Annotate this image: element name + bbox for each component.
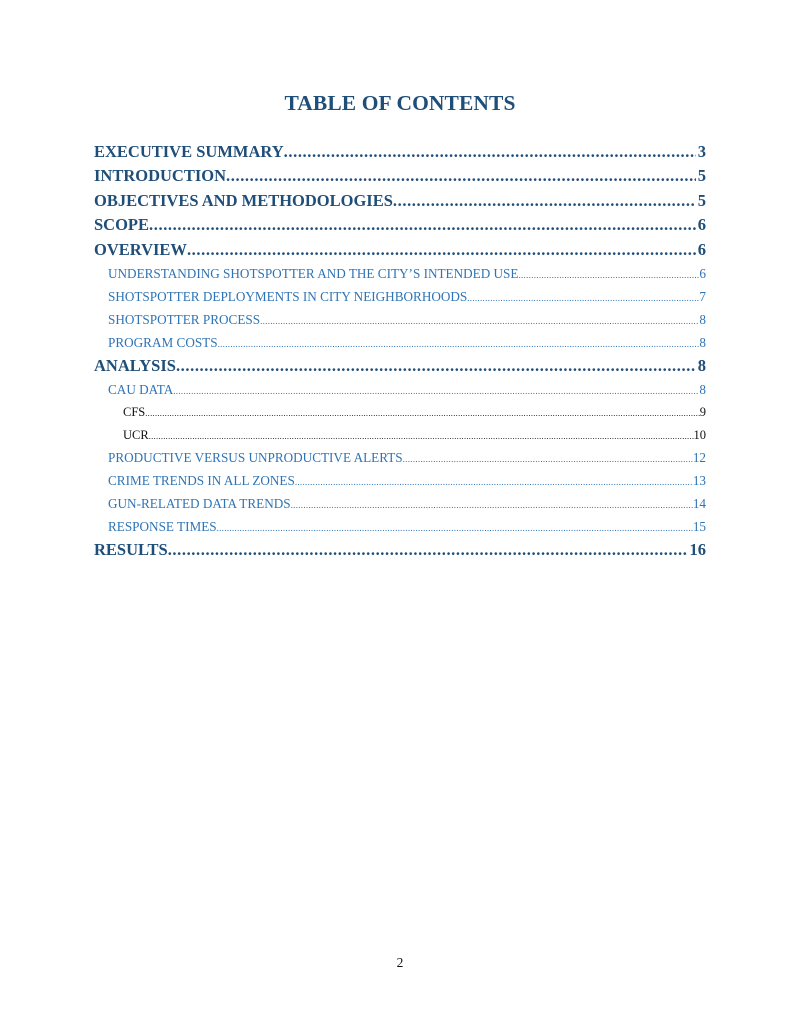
toc-entry-page: 8 <box>699 334 706 350</box>
toc-entry-objectives-and-methodologies[interactable] <box>94 189 706 213</box>
toc-entry-page: 6 <box>699 265 706 281</box>
toc-entry-page: 5 <box>697 166 706 186</box>
toc-entry-title: SHOTSPOTTER DEPLOYMENTS IN CITY NEIGHBORHOODS <box>108 288 468 304</box>
toc-entry-title: UNDERSTANDING SHOTSPOTTER AND THE CITY’S INTENDED USE <box>108 265 519 281</box>
toc-entry-title: GUN-RELATED DATA TRENDS <box>108 496 291 512</box>
toc-entry-page: 12 <box>692 450 706 466</box>
dot-leader <box>260 310 699 331</box>
toc-entry-page: 10 <box>693 427 706 442</box>
toc-entry-crime-trends[interactable] <box>108 469 706 492</box>
toc-entry-shotspotter-process[interactable] <box>108 308 706 331</box>
toc-entry-cfs[interactable] <box>123 401 706 424</box>
toc-entry-shotspotter-deployments[interactable] <box>108 285 706 308</box>
toc-entry-title: RESULTS <box>94 540 168 560</box>
table-of-contents <box>94 140 706 563</box>
dot-leader <box>176 354 696 378</box>
toc-entry-title: INTRODUCTION <box>94 166 227 186</box>
dot-leader <box>168 538 688 562</box>
toc-entry-page: 3 <box>697 142 706 161</box>
toc-entry-page: 8 <box>699 382 706 398</box>
toc-entry-title: UCR <box>123 427 149 442</box>
toc-entry-gun-related-data-trends[interactable] <box>108 492 706 515</box>
toc-entry-page: 15 <box>692 519 706 535</box>
dot-leader <box>226 164 696 188</box>
toc-entry-page: 9 <box>699 405 706 420</box>
toc-entry-introduction[interactable] <box>94 164 706 188</box>
toc-entry-page: 16 <box>689 540 706 560</box>
toc-entry-page: 6 <box>697 239 706 259</box>
dot-leader <box>149 425 694 447</box>
toc-entry-response-times[interactable] <box>108 515 706 538</box>
dot-leader <box>173 380 699 401</box>
toc-entry-page: 13 <box>692 473 706 489</box>
dot-leader <box>187 238 696 262</box>
toc-entry-scope[interactable] <box>94 213 706 237</box>
toc-entry-title: CRIME TRENDS IN ALL ZONES <box>108 473 295 489</box>
toc-entry-cau-data[interactable] <box>108 378 706 401</box>
page-title: TABLE OF CONTENTS <box>284 91 516 115</box>
toc-entry-analysis[interactable] <box>94 354 706 378</box>
toc-entry-executive-summary[interactable] <box>94 140 706 164</box>
toc-entry-ucr[interactable] <box>123 424 706 447</box>
toc-entry-page: 6 <box>697 215 706 235</box>
toc-entry-title: CFS <box>123 405 146 420</box>
toc-entry-page: 8 <box>697 355 706 375</box>
dot-leader <box>393 189 696 213</box>
dot-leader <box>518 264 699 285</box>
toc-entry-title: ANALYSIS <box>94 355 176 375</box>
toc-entry-page: 14 <box>692 496 706 512</box>
toc-entry-title: PROGRAM COSTS <box>108 334 218 350</box>
footer-page-number: 2 <box>396 955 404 970</box>
dot-leader <box>295 471 693 492</box>
toc-entry-title: RESPONSE TIMES <box>108 519 217 535</box>
toc-entry-page: 8 <box>699 311 706 327</box>
dot-leader <box>467 287 699 308</box>
toc-entry-understanding-shotspotter[interactable] <box>108 262 706 285</box>
toc-entry-title: PRODUCTIVE VERSUS UNPRODUCTIVE ALERTS <box>108 450 403 466</box>
toc-entry-program-costs[interactable] <box>108 331 706 354</box>
toc-entry-page: 5 <box>697 190 706 210</box>
dot-leader <box>217 517 693 538</box>
toc-entry-page: 7 <box>699 288 706 304</box>
toc-entry-results[interactable] <box>94 538 706 562</box>
toc-entry-title: SHOTSPOTTER PROCESS <box>108 311 261 327</box>
dot-leader <box>149 213 696 237</box>
dot-leader <box>145 402 700 424</box>
toc-entry-title: OVERVIEW <box>94 239 187 259</box>
toc-entry-title: CAU DATA <box>108 382 174 398</box>
dot-leader <box>284 140 696 164</box>
toc-entry-overview[interactable] <box>94 238 706 262</box>
dot-leader <box>403 448 693 469</box>
toc-entry-productive-versus-unproductive-alerts[interactable] <box>108 446 706 469</box>
toc-entry-title: EXECUTIVE SUMMARY <box>94 142 284 161</box>
toc-entry-title: OBJECTIVES AND METHODOLOGIES <box>94 190 393 210</box>
dot-leader <box>291 494 693 515</box>
toc-entry-title: SCOPE <box>94 215 150 235</box>
dot-leader <box>218 333 700 354</box>
